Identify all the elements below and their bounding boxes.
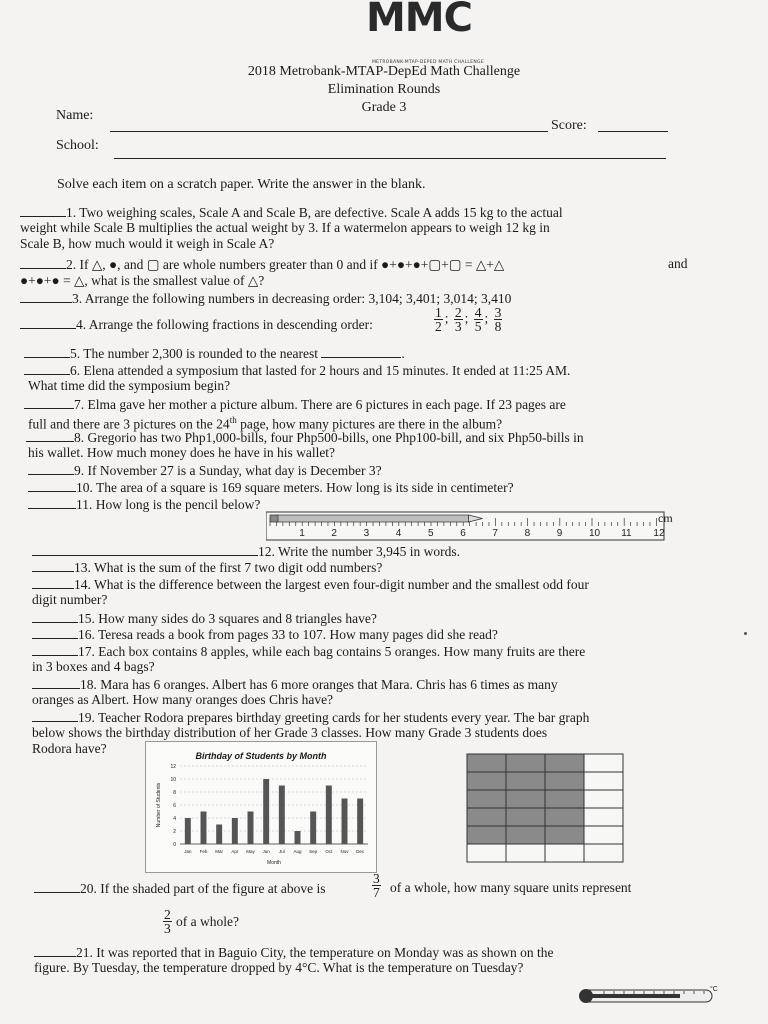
item-2 xyxy=(20,256,504,273)
answer-blank-4[interactable] xyxy=(20,316,76,329)
chart-ytick-label: 12 xyxy=(170,764,176,770)
chart-bar xyxy=(201,812,207,845)
ruler-unit-label: cm xyxy=(658,511,673,525)
item-14 xyxy=(32,576,589,593)
mmc-logo: MMC xyxy=(366,0,472,41)
grade-label: Grade 3 xyxy=(361,100,407,115)
grid-cell-shaded xyxy=(506,790,545,808)
grid-cell-shaded xyxy=(467,772,506,790)
chart-title: Birthday of Students by Month xyxy=(195,751,327,761)
chart-bar xyxy=(216,825,222,845)
item-14-text: 14. What is the difference between the largest even four-digit number and the smallest odd four xyxy=(74,577,589,592)
item-4-fractions: $\frac{1}{2}$ ; $\frac{2}{3}$ ; $\frac{4}{5}$ ; $\frac{3}{8}$ xyxy=(435,305,502,334)
item-9-text: 9. If November 27 is a Sunday, what day is December 3? xyxy=(74,463,382,478)
item-13 xyxy=(32,559,382,576)
item-5: 5. The number 2,300 is rounded to the nearest . xyxy=(24,345,405,362)
item-14-line2: digit number? xyxy=(32,592,108,607)
item-1-line2: weight while Scale B multiplies the actual weight by 3. If a watermelon appears to weigh 12 kg in xyxy=(20,220,550,235)
ruler-label: 3 xyxy=(363,528,370,539)
pencil-body xyxy=(276,515,469,522)
chart-bar xyxy=(310,812,316,845)
item-20 xyxy=(34,880,326,897)
chart-bar xyxy=(326,786,332,845)
item-11 xyxy=(28,496,260,513)
grid-cell xyxy=(506,844,545,862)
birthday-bar-chart xyxy=(146,742,376,872)
school-label: School: xyxy=(56,138,99,153)
chart-bar xyxy=(295,831,301,844)
answer-blank-15[interactable] xyxy=(32,610,78,623)
item-21-text: 21. It was reported that in Baguio City, the temperature on Monday was as shown on the xyxy=(76,945,554,960)
pencil-icon xyxy=(270,515,483,522)
chart-xtick-label: Mar xyxy=(215,849,224,854)
answer-blank-5[interactable] xyxy=(24,345,70,358)
grid-cell-shaded xyxy=(545,754,584,772)
answer-blank-16[interactable] xyxy=(32,626,78,639)
chart-xtick-label: Dec xyxy=(356,849,365,854)
chart-bar xyxy=(263,779,269,844)
fraction-4: $\frac{3}{8}$ xyxy=(494,305,502,334)
school-field[interactable] xyxy=(114,158,666,159)
item-5-text: 5. The number 2,300 is rounded to the nearest xyxy=(70,346,318,361)
answer-blank-2[interactable] xyxy=(20,256,66,269)
answer-blank-17[interactable] xyxy=(32,643,78,656)
chart-bar xyxy=(357,799,363,845)
grid-cell xyxy=(545,844,584,862)
chart-ytick-label: 2 xyxy=(173,829,176,835)
answer-blank-20[interactable] xyxy=(34,880,80,893)
score-label: Score: xyxy=(551,118,587,133)
ruler-label: 7 xyxy=(492,528,498,539)
ruler-label: 6 xyxy=(460,528,466,539)
item-20-line2: of a whole? xyxy=(176,914,239,929)
ruler-label: 11 xyxy=(621,528,632,539)
item-4-text: 4. Arrange the following fractions in descending order: xyxy=(76,317,373,332)
item-1-line3: Scale B, how much would it weigh in Scale A? xyxy=(20,236,275,251)
chart-xlabel: Month xyxy=(267,860,281,866)
item-10-text: 10. The area of a square is 169 square meters. How long is its side in centimeter? xyxy=(76,480,514,495)
item-18-line2: oranges as Albert. How many oranges does Chris have? xyxy=(32,692,334,707)
chart-ytick-label: 0 xyxy=(173,842,176,848)
item-19 xyxy=(32,709,589,726)
item-11-text: 11. How long is the pencil below? xyxy=(76,497,261,512)
item-6 xyxy=(24,362,570,379)
grid-cell xyxy=(467,844,506,862)
thermometer-figure xyxy=(574,982,724,1008)
item-16 xyxy=(32,626,498,643)
grid-cell-shaded xyxy=(506,754,545,772)
grid-cell-shaded xyxy=(506,808,545,826)
answer-blank-12[interactable] xyxy=(32,543,258,556)
birthday-chart-frame xyxy=(145,741,377,873)
item-7 xyxy=(24,396,566,413)
grid-cell xyxy=(584,844,623,862)
item-19-line3: Rodora have? xyxy=(32,741,107,756)
chart-xtick-label: Apr xyxy=(231,849,239,854)
logo-subtitle: METROBANK-MTAP-DEPED MATH CHALLENGE xyxy=(372,60,484,65)
thermometer-unit: °C xyxy=(710,986,718,993)
fraction-3-7: $\frac{3}{7}$ xyxy=(373,871,380,900)
item-17-text: 17. Each box contains 8 apples, while each bag contains 5 oranges. How many fruits are there xyxy=(78,644,586,659)
item-1 xyxy=(20,204,563,221)
item-18 xyxy=(32,676,558,693)
chart-ytick-label: 10 xyxy=(170,777,176,783)
chart-ytick-label: 6 xyxy=(173,803,176,809)
grid-cell-shaded xyxy=(506,772,545,790)
grid-cell-shaded xyxy=(467,808,506,826)
answer-blank-7[interactable] xyxy=(24,396,74,409)
fraction-3: $\frac{4}{5}$ xyxy=(474,305,482,334)
answer-blank-14[interactable] xyxy=(32,576,74,589)
item-6-line2: What time did the symposium begin? xyxy=(28,378,231,393)
grid-cell xyxy=(584,790,623,808)
item-4 xyxy=(20,316,373,333)
chart-xtick-label: May xyxy=(246,849,255,854)
grid-cell xyxy=(584,808,623,826)
item-16-text: 16. Teresa reads a book from pages 33 to 107. How many pages did she read? xyxy=(78,627,498,642)
chart-xtick-label: Jun xyxy=(262,849,270,854)
chart-bar xyxy=(232,818,238,844)
item-21 xyxy=(34,944,554,961)
chart-xtick-label: Jul xyxy=(278,849,285,854)
chart-bar xyxy=(342,799,348,845)
answer-blank-1[interactable] xyxy=(20,204,66,217)
ruler-label: 2 xyxy=(331,528,337,539)
grid-cell-shaded xyxy=(467,790,506,808)
grid-cell-shaded xyxy=(467,754,506,772)
fraction-1: $\frac{1}{2}$ xyxy=(435,305,442,334)
item-2-and: and xyxy=(668,256,688,271)
item-9 xyxy=(28,462,382,479)
ruler-label: 1 xyxy=(299,528,305,539)
grid-cell-shaded xyxy=(545,772,584,790)
item-8-line2: his wallet. How much money does he have in his wallet? xyxy=(28,445,336,460)
item-15-text: 15. How many sides do 3 squares and 8 triangles have? xyxy=(78,611,377,626)
grid-cell xyxy=(584,772,623,790)
chart-xtick-label: Nov xyxy=(340,849,349,854)
item-15 xyxy=(32,610,377,627)
item-7-text: 7. Elma gave her mother a picture album. There are 6 pictures in each page. If 23 pages are xyxy=(74,397,566,412)
chart-bar xyxy=(248,812,254,845)
chart-xtick-label: Sep xyxy=(309,849,318,854)
item-13-text: 13. What is the sum of the first 7 two digit odd numbers? xyxy=(74,560,383,575)
chart-xtick-label: Jan xyxy=(184,849,192,854)
answer-blank-9[interactable] xyxy=(28,462,74,475)
ruler-label: 10 xyxy=(589,528,601,539)
ruler-with-pencil xyxy=(266,504,686,542)
ruler-label: 12 xyxy=(653,528,665,539)
chart-xtick-label: Aug xyxy=(293,849,302,854)
item-17-line2: in 3 boxes and 4 bags? xyxy=(32,659,155,674)
item-12-text: 12. Write the number 3,945 in words. xyxy=(258,544,461,559)
inline-blank-5[interactable] xyxy=(321,345,401,358)
answer-blank-11[interactable] xyxy=(28,496,76,509)
fraction-2: $\frac{2}{3}$ xyxy=(454,305,462,334)
item-12 xyxy=(32,543,460,560)
chart-bar xyxy=(185,818,191,844)
item-20-text-b: of a whole, how many square units represent xyxy=(390,880,632,895)
name-field[interactable] xyxy=(110,131,548,132)
chart-bar xyxy=(279,786,285,845)
answer-blank-3[interactable] xyxy=(20,290,72,303)
pencil-eraser xyxy=(270,515,278,522)
answer-blank-19[interactable] xyxy=(32,709,78,722)
item-17 xyxy=(32,643,585,660)
item-1-text: 1. Two weighing scales, Scale A and Scale B, are defective. Scale A adds 15 kg to the actual xyxy=(66,205,563,220)
item-2-line2: ●+●+● = △, what is the smallest value of △? xyxy=(20,273,265,288)
thermometer-mercury xyxy=(586,994,680,998)
item-19-line2: below shows the birthday distribution of her Grade 3 classes. How many Grade 3 students does xyxy=(32,725,548,740)
grid-cell-shaded xyxy=(506,826,545,844)
chart-xtick-label: Oct xyxy=(325,849,333,854)
chart-ytick-label: 8 xyxy=(173,790,176,796)
item-7-line2: full and there are 3 pictures on the 24th page, how many pictures are there in the album? xyxy=(28,415,503,432)
page-title: 2018 Metrobank-MTAP-DepEd Math Challenge xyxy=(247,64,521,79)
item-10 xyxy=(28,479,514,496)
page-subtitle: Elimination Rounds xyxy=(327,82,441,97)
ruler-label: 4 xyxy=(395,528,402,539)
chart-ylabel: Number of Students xyxy=(156,782,162,828)
scan-mark xyxy=(744,632,747,635)
item-18-text: 18. Mara has 6 oranges. Albert has 6 more oranges that Mara. Chris has 6 times as many xyxy=(80,677,558,692)
instructions: Solve each item on a scratch paper. Write the answer in the blank. xyxy=(57,177,426,192)
grid-cell-shaded xyxy=(545,790,584,808)
item-21-line2: figure. By Tuesday, the temperature dropped by 4°C. What is the temperature on Tuesday? xyxy=(34,960,524,975)
item-8 xyxy=(26,429,584,446)
item-3-text: 3. Arrange the following numbers in decreasing order: 3,104; 3,401; 3,014; 3,410 xyxy=(72,291,512,306)
grid-cell xyxy=(584,754,623,772)
answer-blank-6[interactable] xyxy=(24,362,70,375)
chart-ytick-label: 4 xyxy=(173,816,176,822)
chart-xtick-label: Feb xyxy=(199,849,208,854)
item-6-text: 6. Elena attended a symposium that lasted for 2 hours and 15 minutes. It ended at 11:25 AM. xyxy=(70,363,571,378)
ruler-label: 9 xyxy=(556,528,563,539)
answer-blank-18[interactable] xyxy=(32,676,80,689)
grid-cell-shaded xyxy=(545,826,584,844)
grid-cell-shaded xyxy=(545,808,584,826)
fraction-2-3: $\frac{2}{3}$ xyxy=(164,907,171,936)
item-8-text: 8. Gregorio has two Php1,000-bills, four Php500-bills, one Php100-bill, and six Php50-bills in xyxy=(74,430,584,445)
item-20-text: 20. If the shaded part of the figure at above is xyxy=(80,881,326,896)
answer-blank-8[interactable] xyxy=(26,429,74,442)
answer-blank-13[interactable] xyxy=(32,559,74,572)
answer-blank-10[interactable] xyxy=(28,479,76,492)
item-2-text: 2. If △, ●, and ▢ are whole numbers greater than 0 and if ●+●+●+▢+▢ = △+△ xyxy=(66,257,505,272)
ruler-label: 8 xyxy=(524,528,531,539)
score-field[interactable] xyxy=(598,131,668,132)
name-label: Name: xyxy=(56,108,94,123)
grid-cell-shaded xyxy=(467,826,506,844)
grid-cell xyxy=(584,826,623,844)
ruler-label: 5 xyxy=(428,528,434,539)
answer-blank-21[interactable] xyxy=(34,944,76,957)
shaded-grid-figure xyxy=(465,752,625,864)
item-19-text: 19. Teacher Rodora prepares birthday greeting cards for her students every year. The bar graph xyxy=(78,710,590,725)
